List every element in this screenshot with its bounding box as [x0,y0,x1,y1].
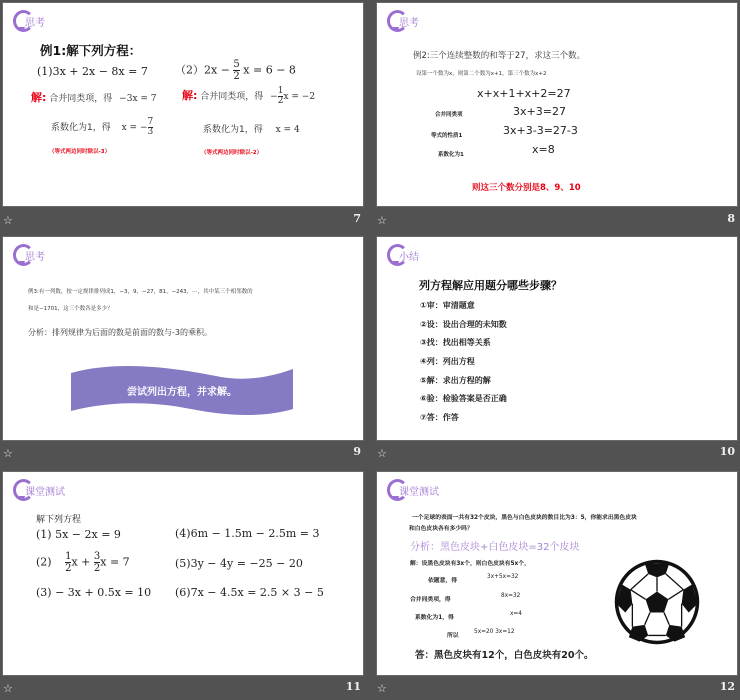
slide-thumbnail-11[interactable] [0,464,360,696]
answer-text: 则这三个数分别是8、9、10 [472,183,581,193]
banner-text: 尝试列出方程，并求解。 [127,387,237,398]
step-item: ③找：找出相等关系 [420,338,491,347]
equation-main: x+x+1+x+2=27 [477,87,571,100]
setup-text: 解：设黑色皮块有3x个，则白色皮块有5x个， [410,561,530,567]
analysis-text: 分析：排列规律为后面的数是前面的数与-3的乘积。 [28,328,212,337]
slide-status-bar [0,206,366,232]
solution-step-1-left: 解: 合并同类项，得 −3x = 7 [31,91,157,104]
question-line-1: 例3:有一列数，按一定规律排列成1，−3，9，−27，81，−243，⋯，其中某三个相邻数的 [28,289,253,295]
solution-step-2-left: 系数化为1，得 x = − $\frac{7}{3}$ [51,117,154,137]
setup-text: 设第一个数为x，则第二个数为x+1，第三个数为x+2 [416,71,547,77]
solution-step-2-right: 系数化为1，得 x = 4 [203,125,300,135]
wave-banner [71,365,293,417]
note-right: （等式两边同时除以-2） [201,150,263,156]
step-item: ⑥验：检验答案是否正确 [420,394,507,403]
slide-status-bar [374,439,740,465]
slide-number: 9 [353,445,361,458]
equation-1: (1)3x + 2x − 8x = 7 [37,65,148,78]
slide-canvas: 课堂测试 一个足球的表面一共有32个皮块，黑色与白色皮块的数目比为3：5，你能求出黑色皮块 和白色皮块各有多少吗？ 分析：黑色皮块+白色皮块=32个皮块 解：设黑色皮块有3x个，则白色皮块有5x个， 依题意，得 3x+5x=32 合并同类项，得 8x=32 系数化为1，得 x=4 所以 5x=20 3x=12 答：黑色皮块有12个，白色皮块有20个。 [377,472,737,675]
slide-status-bar [374,674,740,700]
equation-3: (3) − 3x + 0.5x = 10 [36,586,152,599]
step-equation: 5x=20 3x=12 [474,629,515,635]
example-title: 例1:解下列方程： [40,43,142,58]
slide-canvas: 思考 例2:三个连续整数的和等于27，求这三个数。 设第一个数为x，则第二个数为x+1，第三个数为x+2 x+x+1+x+2=27 合并同类项 3x+3=27 等式的性质1 3x+3-3=27-3 系数化为1 x=8 则这三个数分别是8、9、10 [377,3,737,206]
equation-6: (6)7x − 4.5x = 2.5 × 3 − 5 [175,586,324,599]
slide-status-bar [374,206,740,232]
step-equation: 8x=32 [501,593,521,599]
note-left: （等式两边同时除以-3） [49,149,111,155]
slide-number: 8 [727,212,735,225]
equation-1: (1) 5x − 2x = 9 [36,528,121,541]
soccer-ball-icon [613,558,701,646]
step-equation: x=8 [532,143,555,156]
step-label: 所以 [447,633,459,639]
solution-step-1-right: 解: 合并同类项，得 − $\frac{1}{2}$ x = −2 [182,86,316,106]
question-line-2: 和是−1701，这三个数各是多少？ [28,306,113,312]
step-equation: x=4 [510,611,522,617]
star-outline-icon[interactable]: ☆ [3,214,13,227]
step-label: 系数化为1，得 [415,615,454,621]
star-outline-icon[interactable]: ☆ [377,447,387,460]
slide-thumbnail-7[interactable] [0,0,360,232]
step-equation: 3x+5x=32 [487,574,519,580]
star-outline-icon[interactable]: ☆ [3,447,13,460]
question-text: 例2:三个连续整数的和等于27，求这三个数。 [413,51,586,61]
slide-number: 7 [353,212,361,225]
question-line-2: 和白色皮块各有多少吗？ [409,526,473,532]
slide-canvas: 小结 列方程解应用题分哪些步骤？ ①审：审清题意 ②设：设出合理的未知数 ③找：找出相等关系 ④列：列出方程 ⑤解：求出方程的解 ⑥验：检验答案是否正确 ⑦答：作答 [377,237,737,440]
equation-5: (5)3y − 4y = −25 − 20 [175,557,303,570]
slide-status-bar [0,439,366,465]
step-item: ⑦答：作答 [420,413,459,422]
answer-text: 答：黑色皮块有12个，白色皮块有20个。 [415,650,594,661]
slide-number: 11 [345,680,361,693]
star-outline-icon[interactable]: ☆ [377,214,387,227]
summary-title: 列方程解应用题分哪些步骤？ [419,279,562,292]
slide-canvas: 课堂测试 解下列方程 (1) 5x − 2x = 9 (2) $\frac{1}{2}$ x + $\frac{3}{2}$ x = 7 (3) − 3x + 0.5x = 10 (4)6m − 1.5m − 2.5m = 3 (5)3y − 4y = −25 − 20 (6)7x − 4.5x = 2.5 × 3 − 5 [3,472,363,675]
slide-number: 12 [719,680,735,693]
star-outline-icon[interactable]: ☆ [3,682,13,695]
slide-status-bar [0,674,366,700]
step-label: 合并同类项 [435,112,463,118]
equation-2: (2) $\frac{1}{2}$ x + $\frac{3}{2}$ x = 7 [36,551,130,574]
equation-2: （2）2x − $\frac{5}{2}$ x = 6 − 8 [175,59,296,82]
star-outline-icon[interactable]: ☆ [377,682,387,695]
slide-thumbnail-8[interactable] [374,0,734,232]
slide-thumbnail-10[interactable] [374,232,734,464]
step-equation: 3x+3-3=27-3 [503,124,578,137]
exercise-title: 解下列方程 [36,515,82,525]
step-equation: 3x+3=27 [513,105,566,118]
step-item: ②设：设出合理的未知数 [420,320,507,329]
slide-thumbnail-9[interactable] [0,232,360,464]
step-label: 合并同类项，得 [410,597,451,603]
slide-canvas: 思考 例3:有一列数，按一定规律排列成1，−3，9，−27，81，−243，⋯，其中某三个相邻数的 和是−1701，这三个数各是多少？ 分析：排列规律为后面的数是前面的数与-3的乘积。 尝试列出方程，并求解。 [3,237,363,440]
slide-thumbnail-12[interactable] [374,464,734,696]
analysis-text: 分析：黑色皮块+白色皮块=32个皮块 [410,542,580,553]
step-item: ④列：列出方程 [420,357,475,366]
slide-canvas: 思考 例1:解下列方程： (1)3x + 2x − 8x = 7 （2）2x − $\frac{5}{2}$ x = 6 − 8 解: 合并同类项，得 −3x = 7 解: 合并同类项，得 − $\frac{1}{2}$ x = −2 系数化为1，得 x = − $\frac{7}{3}$ 系数化为1，得 x = 4 （等式两边同时除以-3） （等式两边同时除以-2） [3,3,363,206]
step-item: ⑤解：求出方程的解 [420,376,491,385]
step-item: ①审：审清题意 [420,301,475,310]
slide-number: 10 [719,445,735,458]
step-label: 等式的性质1 [431,133,463,139]
equation-4: (4)6m − 1.5m − 2.5m = 3 [175,527,320,540]
question-line-1: 一个足球的表面一共有32个皮块，黑色与白色皮块的数目比为3：5，你能求出黑色皮块 [412,515,637,521]
step-label: 依题意，得 [428,578,457,584]
step-label: 系数化为1 [438,152,464,158]
